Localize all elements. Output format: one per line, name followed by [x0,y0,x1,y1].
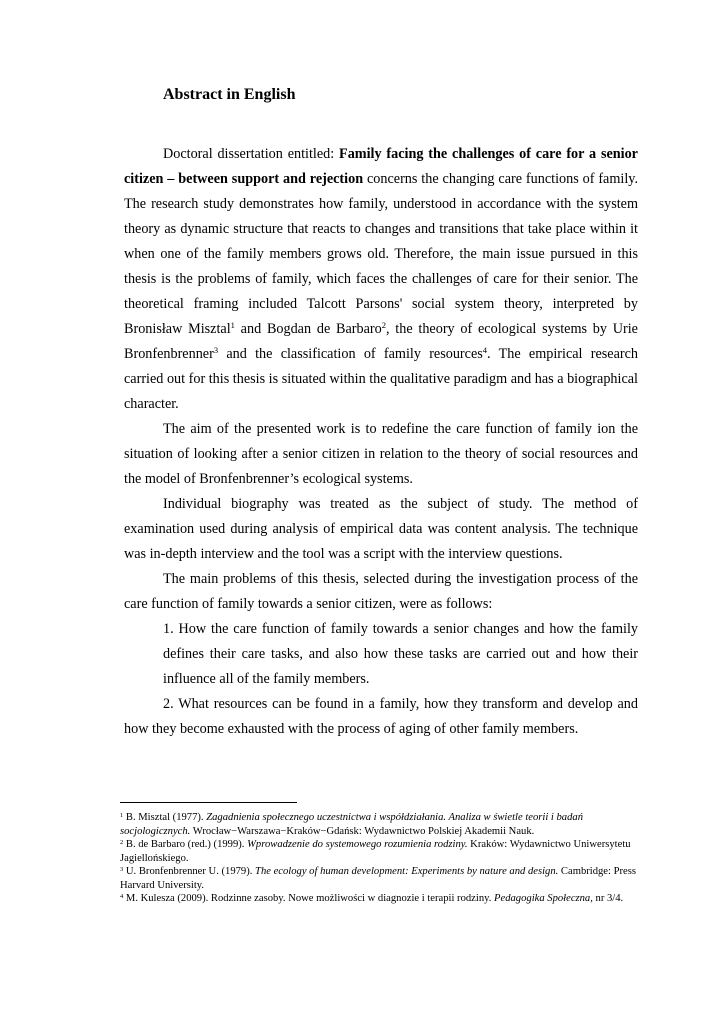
footnote-number: 4 [120,893,124,900]
footnote-text: B. Misztal (1977). [123,812,207,823]
footnotes [120,811,640,906]
research-question-2: 2. What resources can be found in a family, how they transform and develop and how they become exhausted with the process of aging of other family members. [124,696,638,737]
p1-text-4: and the classification of family resources [218,346,483,362]
p1-lead: Doctoral dissertation entitled: [163,146,340,162]
footnote-4 [120,892,640,906]
footnote-title: Wprowadzenie do systemowego rozumienia rodziny. [247,839,468,850]
footnote-text: Cambridge: Press Harvard University. [120,866,636,891]
footnote-number: 2 [120,839,124,846]
footnote-1 [120,811,640,838]
footnote-text: U. Bronfenbrenner U. (1979). [123,866,256,877]
footnote-ref-4: 4 [482,345,488,355]
footnote-text: , nr 3/4. [590,893,624,904]
p1-text-3: , the theory of ecological systems by Urie Bronfenbrenner [124,321,638,362]
dissertation-title: Family facing the challenges of care for a senior citizen – between support and rejection [124,146,638,187]
footnote-text: Kraków: Wydawnictwo Uniwersytetu Jagiellońskiego. [120,839,631,864]
footnote-2 [120,838,640,865]
p1-text-1: concerns the changing care functions of family. The research study demonstrates how family, understood in accordance with the system theory as dynamic structure that reacts to changes and transitions that take place within it when one of the family members grows old. Therefore, the main issue pursued in this thesis is the problems of family, which faces the challenges of care for their senior. The theoretical framing included Talcott Parsons' social system theory, interpreted by Bronisław Misztal [124,171,638,337]
footnote-title: Zagadnienia społecznego uczestnictwa i współdziałania. Analiza w świetle teorii i badań socjologicznych. [120,812,583,837]
research-question-1: 1. How the care function of family towards a senior changes and how the family defines their care tasks, and also how these tasks are carried out and how their influence all of the family members. [163,621,638,687]
footnote-title: Pedagogika Społeczna [494,893,591,904]
footnote-ref-1: 1 [230,320,235,330]
footnote-text: B. de Barbaro (red.) (1999). [123,839,248,850]
footnote-number: 3 [120,866,124,873]
footnote-text: M. Kulesza (2009). Rodzinne zasoby. Nowe możliwości w diagnozie i terapii rodziny. [123,893,495,904]
footnote-number: 1 [120,812,124,819]
paragraph-1 [124,142,638,417]
footnote-3 [120,865,640,892]
footnote-text: Wrocław−Warszawa−Kraków−Gdańsk: Wydawnictwo Polskiej Akademii Nauk. [190,825,535,837]
paragraph-4: The main problems of this thesis, selected during the investigation process of the care function of family towards a senior citizen, were as follows: [124,571,638,612]
footnote-ref-3: 3 [213,345,219,355]
abstract-heading: Abstract in English [163,86,296,103]
p1-text-2: and Bogdan de Barbaro [234,321,382,337]
footnote-ref-2: 2 [381,320,386,330]
footnote-title: The ecology of human development: Experiments by nature and design. [255,866,559,877]
paragraph-3: Individual biography was treated as the subject of study. The method of examination used during analysis of empirical data was content analysis. The technique was in-depth interview and the tool was a script with the interview questions. [124,496,638,562]
abstract-body [124,142,638,742]
p1-text-5: . The empirical research carried out for this thesis is situated within the qualitative paradigm and has a biographical character. [124,346,639,412]
footnote-separator [120,802,297,803]
paragraph-2: The aim of the presented work is to redefine the care function of family ion the situation of looking after a senior citizen in relation to the theory of social resources and the model of Bronfenbrenner’s ecological systems. [124,421,638,487]
